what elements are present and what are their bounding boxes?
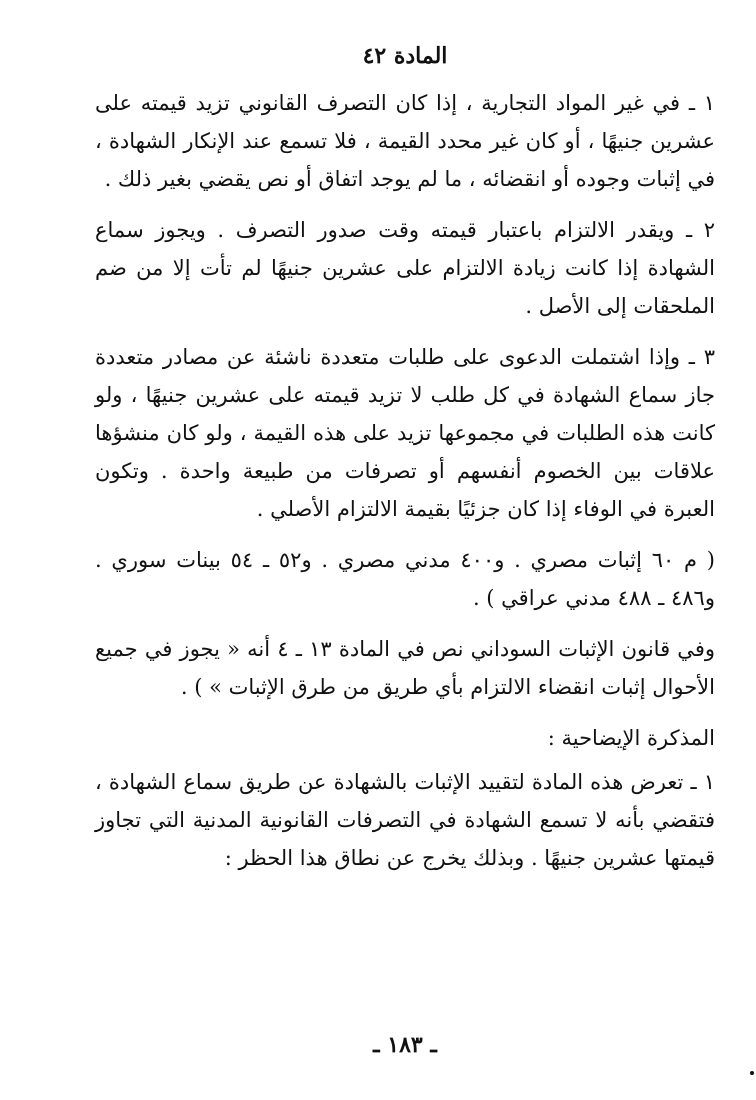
scan-speck	[750, 1071, 754, 1075]
document-page	[95, 40, 715, 1080]
article-title: المادة ٤٢	[362, 43, 448, 69]
paragraph-clause-2: ٢ ـ ويقدر الالتزام باعتبار قيمته وقت صدور التصرف . ويجوز سماع الشهادة إذا كانت زيادة الالتزام على عشرين جنيهًا لم تأت إلا من ضم الملحقات إلى الأصل .	[95, 218, 715, 318]
paragraph-memo-1: ١ ـ تعرض هذه المادة لتقييد الإثبات بالشهادة عن طريق سماع الشهادة ، فتقضي بأنه لا تسمع الشهادة في التصرفات القانونية المدنية التي تجاوز قيمتها عشرين جنيهًا . وبذلك يخرج عن نطاق هذا الحظر :	[95, 770, 715, 870]
paragraph-clause-1: ١ ـ في غير المواد التجارية ، إذا كان التصرف القانوني تزيد قيمته على عشرين جنيهًا ، أو كان غير محدد القيمة ، فلا تسمع عند الإنكار الشهادة ، في إثبات وجوده أو انقضائه ، ما لم يوجد اتفاق أو نص يقضي بغير ذلك .	[95, 91, 715, 191]
paragraph-sudanese-law: وفي قانون الإثبات السوداني نص في المادة ١٣ ـ ٤ أنه « يجوز في جميع الأحوال إثبات انقضاء الالتزام بأي طريق من طرق الإثبات » ) .	[95, 637, 715, 699]
page-number: ـ ١٨٣ ـ	[373, 1032, 437, 1058]
paragraph-clause-3: ٣ ـ وإذا اشتملت الدعوى على طلبات متعددة ناشئة عن مصادر متعددة جاز سماع الشهادة في كل طلب لا تزيد قيمته على عشرين جنيهًا ، ولو كانت هذه الطلبات في مجموعها تزيد على هذه القيمة ، ولو كان منشؤها علاقات بين الخصوم أنفسهم أو تصرفات من طبيعة واحدة . وتكون العبرة في الوفاء إذا كان جزئيًا بقيمة الالتزام الأصلي .	[95, 345, 715, 521]
paragraph-references: ( م ٦٠ إثبات مصري . و٤٠٠ مدني مصري . و٥٢ ـ ٥٤ بينات سوري . و٤٨٦ ـ ٤٨٨ مدني عراقي ) .	[95, 548, 715, 610]
explanatory-memo-heading: المذكرة الإيضاحية :	[547, 726, 715, 750]
